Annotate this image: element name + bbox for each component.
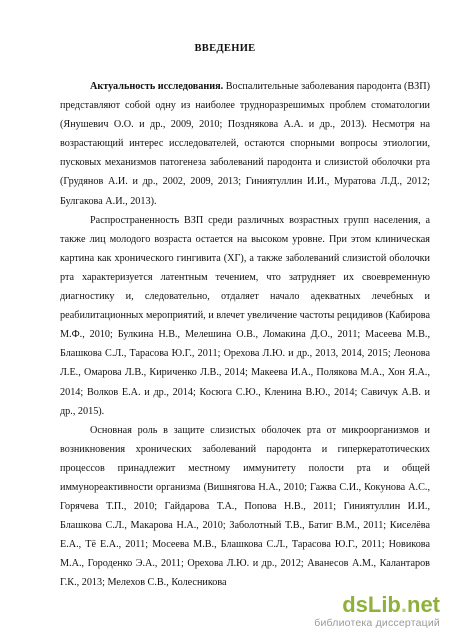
watermark-logo-tld: net xyxy=(407,592,440,617)
paragraph-text: Воспалительные заболевания пародонта (ВЗП) представляют собой одну из наиболее трудноразрешимых проблем стоматологии (Янушевич О.О. и др., 2009, 2010; Позднякова А.А. и др., 2013). Несмотря на возрастающий интерес исследователей, остаются спорными вопросы этиологии, пусковых механизмов патогенеза заболеваний пародонта и слизистой оболочки рта (Грудянов А.И. и др., 2002, 2009, 2013; Гиниятуллин И.И., Муратова Л.Д., 2012; Булгакова А.И., 2013). xyxy=(60,81,431,207)
watermark xyxy=(314,594,440,629)
paragraph-lead: Актуальность исследования. xyxy=(90,81,224,92)
body-text xyxy=(60,77,430,593)
paragraph-text: Основная роль в защите слизистых оболочек рта от микроорганизмов и возникновения хронических заболеваний пародонта и гиперкератотических процессов принадлежит местному иммунитету полости рта и общей иммунореактивности организма (Вишнягова Н.А., 2010; Гажва С.И., Кокунова А.С., Горячева Т.П., 2010; Гайдарова Т.А., Попова Н.В., 2011; Гиниятуллин И.И., Блашкова С.Л., Макарова Н.А., 2010; Заболотный Т.В., Батиг В.М., 2011; Киселёва Е.А., Тё Е.А., 2011; Мосеева М.В., Блашкова С.Л., Тарасова Ю.Г., 2011; Новикова М.А., Городенко Э.А., 2011; Орехова Л.Ю. и др., 2012; Аванесов А.М., Калантаров Г.К., 2013; Мелехов С.В., Колесникова xyxy=(60,424,430,589)
watermark-logo xyxy=(314,594,440,616)
paragraph-relevance xyxy=(60,77,430,211)
watermark-subtitle: библиотека диссертаций xyxy=(314,617,440,629)
paragraph-prevalence xyxy=(60,211,430,421)
paragraph-immunity xyxy=(60,421,430,593)
paragraph-text: Распространенность ВЗП среди различных возрастных групп населения, а также лиц молодого возраста остается на высоком уровне. При этом клиническая картина как хронического гингивита (ХГ), а также заболеваний слизистой оболочки рта характеризуется латентным течением, что затрудняет их своевременную диагностику и, следовательно, отдаляет начало адекватных лечебных и реабилитационных мероприятий, и влечет увеличение частоты рецидивов (Кабирова М.Ф., 2010; Булкина Н.В., Мелешина О.В., Ломакина Д.О., 2011; Масеева М.В., Блашкова С.Л., Тарасова Ю.Г., 2011; Орехова Л.Ю. и др., 2013, 2014, 2015; Леонова Л.Е., Омарова Л.В., Кириченко Л.В., 2014; Макеева И.А., Полякова М.А., Хон Я.А., 2014; Волков Е.А. и др., 2014; Косюга С.Ю., Кленина В.Ю., 2014; Савичук А.В. и др., 2015). xyxy=(60,214,430,417)
watermark-logo-main: dsLib xyxy=(342,592,401,617)
page-title: ВВЕДЕНИЕ xyxy=(194,43,256,54)
watermark-logo-dot: . xyxy=(400,592,407,617)
